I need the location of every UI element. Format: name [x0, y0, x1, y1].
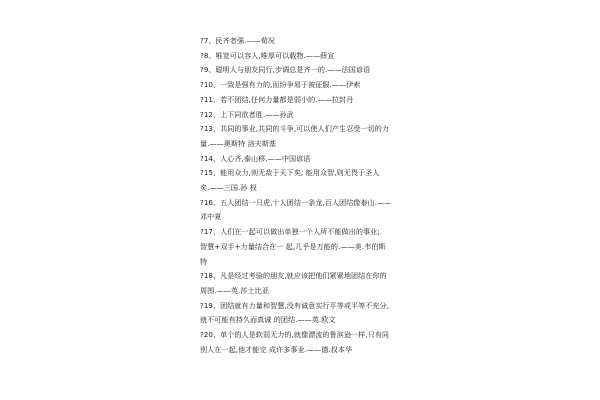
quote-item	[200, 78, 422, 93]
quote-item	[200, 225, 422, 269]
quote-line: ?17、人们在一起可以做出单独一个人所不能做出的事业;	[200, 227, 380, 237]
quote-item	[200, 196, 422, 225]
quote-line: ?14、人心齐,泰山移.——中国谚语	[200, 153, 311, 163]
quote-line: ?20、单个的人是软弱无力的,就像漂流的鲁滨逊一样,只有同	[200, 330, 389, 340]
quote-item	[200, 299, 422, 328]
quote-line: 矣.——三国.孙 权	[200, 183, 257, 193]
quote-line: ?8、唯宽可以容人,唯厚可以载物.——薛宣	[200, 50, 335, 60]
quote-list	[200, 34, 422, 357]
quote-line: 别人在一起,他才能完 成许多事业.——德.叔本华	[200, 344, 353, 354]
quote-line: 就不可能有持久而真诚 的团结.——英.欧文	[200, 315, 336, 325]
quote-item	[200, 152, 422, 167]
quote-item	[200, 122, 422, 151]
quote-item	[200, 269, 422, 298]
quote-item	[200, 166, 422, 195]
quote-line: ?19、团结就有力量和智慧,没有诚意实行平等或平等不充分,	[200, 300, 389, 310]
quote-item	[200, 93, 422, 108]
quote-line: 邓中夏	[200, 212, 222, 222]
quote-line: 量.——奥斯特 洛夫斯基	[200, 138, 277, 148]
quote-line: ?13、共同的事业,共同的斗争,可以使人们产生忍受一切的力	[200, 124, 389, 134]
quote-item	[200, 34, 422, 49]
quote-line: ?18、凡是经过考验的朋友,就应该把他们紧紧地团结在你的	[200, 271, 387, 281]
quote-line: ?9、聪明人与朋友同行,步调总是齐一的.——法国谚语	[200, 65, 371, 75]
quote-line: 特	[200, 256, 208, 266]
quote-line: ?10、一致是强有力的,而纷争易于被征服.——伊索	[200, 80, 361, 90]
quote-item	[200, 328, 422, 357]
quote-line: ?7、民齐者强.——荀况	[200, 36, 275, 45]
quote-line: ?12、上下同欲者胜.——孙武	[200, 109, 294, 119]
quote-line: 周围.——英.莎士比亚	[200, 285, 269, 295]
quote-line: ?15、能用众力,则无敌于天下矣; 能用众智,则无畏于圣人	[200, 168, 380, 178]
quote-item	[200, 63, 422, 78]
quote-line: ?11、若不团结,任何力量都是弱小的.——拉封丹	[200, 94, 354, 104]
quote-item	[200, 49, 422, 64]
quote-line: 智慧+双手+力量结合在一 起,几乎是万能的.——美.韦伯斯	[200, 241, 386, 251]
quote-item	[200, 108, 422, 123]
quote-line: ?16、五人团结一只虎,十人团结一条龙,百人团结像泰山.——	[200, 197, 392, 207]
